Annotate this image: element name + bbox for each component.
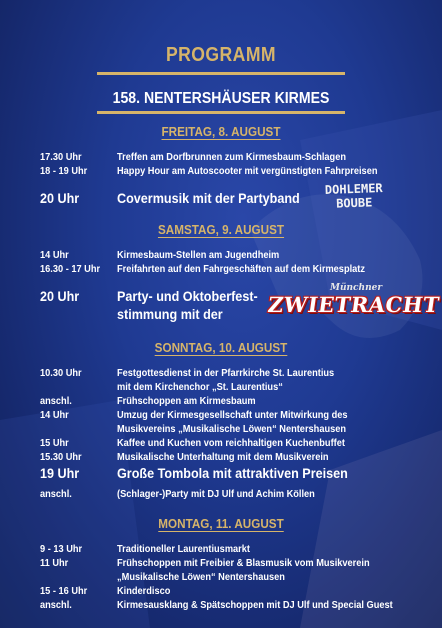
divider-top bbox=[97, 72, 345, 75]
event-description: „Musikalische Löwen“ Nentershausen bbox=[117, 571, 285, 583]
event-description: Musikvereins „Musikalische Löwen“ Nentershausen bbox=[117, 423, 347, 435]
zwietracht-logo: Münchner ZWIETRACHT bbox=[266, 283, 442, 317]
event-description: Festgottesdienst in der Pfarrkirche St. Laurentius bbox=[117, 367, 335, 379]
event-time: 11 Uhr bbox=[40, 557, 69, 569]
day-heading-sonntag: SONNTAG, 10. AUGUST bbox=[154, 340, 288, 355]
event-description: Kirmesausklang & Spätschoppen mit DJ Ulf und Special Guest bbox=[117, 599, 393, 611]
page-subtitle: 158. NENTERSHÄUSER KIRMES bbox=[112, 90, 330, 107]
event-time: 20 Uhr bbox=[40, 288, 80, 304]
event-time: 16.30 - 17 Uhr bbox=[40, 263, 101, 275]
event-time: anschl. bbox=[40, 488, 72, 500]
event-description: Covermusik mit der Partyband bbox=[117, 190, 300, 206]
event-description: Party- und Oktoberfest- bbox=[117, 288, 258, 304]
event-description: stimmung mit der bbox=[117, 306, 223, 322]
event-time: 14 Uhr bbox=[40, 409, 69, 421]
day-heading-samstag: SAMSTAG, 9. AUGUST bbox=[157, 222, 285, 237]
event-time: 18 - 19 Uhr bbox=[40, 165, 88, 177]
event-description: Frühschoppen am Kirmesbaum bbox=[117, 395, 256, 407]
event-time: 14 Uhr bbox=[40, 249, 69, 261]
event-description: Kirmesbaum-Stellen am Jugendheim bbox=[117, 249, 280, 261]
event-time: 15.30 Uhr bbox=[40, 451, 82, 463]
event-description: mit dem Kirchenchor „St. Laurentius“ bbox=[117, 381, 283, 393]
event-time: 19 Uhr bbox=[40, 465, 80, 481]
event-time: 10.30 Uhr bbox=[40, 367, 82, 379]
event-time: 15 - 16 Uhr bbox=[40, 585, 88, 597]
event-time: 15 Uhr bbox=[40, 437, 69, 449]
event-description: Freifahrten auf den Fahrgeschäften auf dem Kirmesplatz bbox=[117, 263, 365, 275]
event-description: Treffen am Dorfbrunnen zum Kirmesbaum-Schlagen bbox=[117, 151, 346, 163]
event-description: Kaffee und Kuchen vom reichhaltigen Kuchenbuffet bbox=[117, 437, 345, 449]
event-description: Große Tombola mit attraktiven Preisen bbox=[117, 465, 348, 481]
event-description: Happy Hour am Autoscooter mit vergünstigten Fahrpreisen bbox=[117, 165, 378, 177]
day-heading-freitag: FREITAG, 8. AUGUST bbox=[161, 124, 281, 139]
event-time: 17.30 Uhr bbox=[40, 151, 82, 163]
event-time: anschl. bbox=[40, 599, 72, 611]
page-title: PROGRAMM bbox=[165, 44, 277, 66]
event-description: Frühschoppen mit Freibier & Blasmusik vom Musikverein bbox=[117, 557, 370, 569]
dohlemer-boube-logo: DOHLEMER BOUBE bbox=[324, 181, 383, 211]
event-time: 9 - 13 Uhr bbox=[40, 543, 83, 555]
event-description: Traditioneller Laurentiusmarkt bbox=[117, 543, 250, 555]
event-time: anschl. bbox=[40, 395, 72, 407]
event-description: (Schlager-)Party mit DJ Ulf und Achim Köllen bbox=[117, 488, 315, 500]
event-description: Musikalische Unterhaltung mit dem Musikverein bbox=[117, 451, 329, 463]
event-description: Kinderdisco bbox=[117, 585, 171, 597]
event-description: Umzug der Kirmesgesellschaft unter Mitwirkung des bbox=[117, 409, 348, 421]
day-heading-montag: MONTAG, 11. AUGUST bbox=[158, 516, 284, 531]
event-time: 20 Uhr bbox=[40, 190, 80, 206]
divider-bottom bbox=[97, 111, 345, 114]
